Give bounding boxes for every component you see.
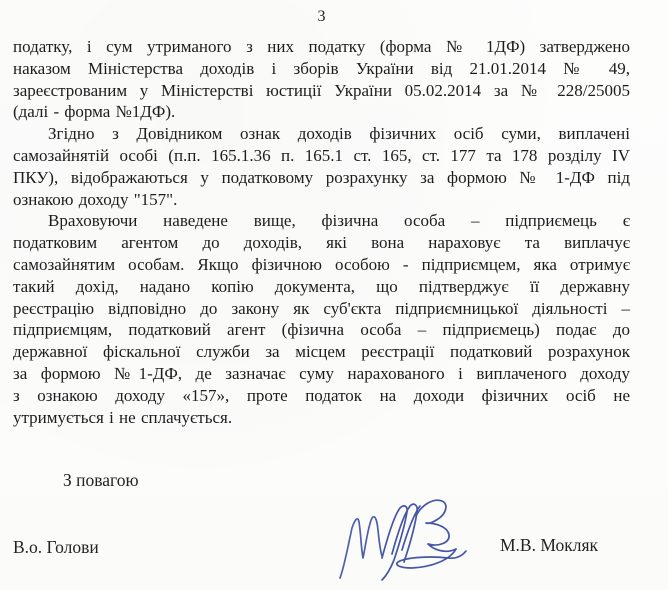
text-line: підприємцям, податковий агент (фізична особа – підприємець) подає до — [13, 320, 630, 340]
paragraph-1 — [13, 36, 630, 123]
text-line: самозайнятим особам. Якщо фізичною особою - підприємцем, яка отримує — [13, 254, 630, 274]
text-line: реєстрацію відповідно до закону як суб'єкта підприємницької діяльності – — [13, 298, 630, 318]
page-number: 3 — [317, 8, 326, 25]
closing-salutation: З повагою — [63, 470, 139, 490]
text-line: (далі - форма №1ДФ). — [13, 102, 176, 122]
text-line: самозайнятій особі (п.п. 165.1.36 п. 165.1 ст. 165, ст. 177 та 178 розділу IV — [13, 145, 630, 165]
text-line: наказом Міністерства доходів і зборів України від 21.01.2014 № 49, — [13, 58, 630, 78]
text-line: податковим агентом до доходів, які вона нараховує та виплачує — [13, 233, 630, 253]
text-line: Враховуючи наведене вище, фізична особа – підприємець є — [48, 211, 630, 231]
paragraph-2 — [13, 123, 630, 210]
text-line: державної фіскальної служби за місцем реєстрації податковий розрахунок — [13, 342, 630, 362]
text-line: зареєстрованим у Міністерстві юстиції України 05.02.2014 за № 228/25005 — [13, 80, 630, 100]
text-line: утримується і не сплачується. — [13, 407, 233, 427]
text-line: з ознакою доходу «157», проте податок на доходи фізичних осіб не — [13, 385, 630, 405]
text-line: такий дохід, надано копію документа, що підтверджує її державну — [13, 276, 630, 296]
text-line: ПКУ), відображаються у податковому розрахунку за формою № 1-ДФ під — [13, 167, 630, 187]
text-line: за формою №1-ДФ, де зазначає суму нарахованого і виплаченого доходу — [13, 363, 630, 383]
document-body — [13, 36, 630, 428]
signer-name: М.В. Мокляк — [500, 535, 599, 555]
signer-position: В.о. Голови — [13, 537, 99, 557]
handwritten-signature-icon — [332, 494, 474, 588]
text-line: ознакою доходу "157". — [13, 189, 178, 209]
text-line: податку, і сум утриманого з них податку (форма № 1ДФ) затверджено — [13, 37, 630, 56]
text-line: Згідно з Довідником ознак доходів фізичних осіб суми, виплачені — [48, 124, 630, 144]
paragraph-3 — [13, 210, 630, 428]
